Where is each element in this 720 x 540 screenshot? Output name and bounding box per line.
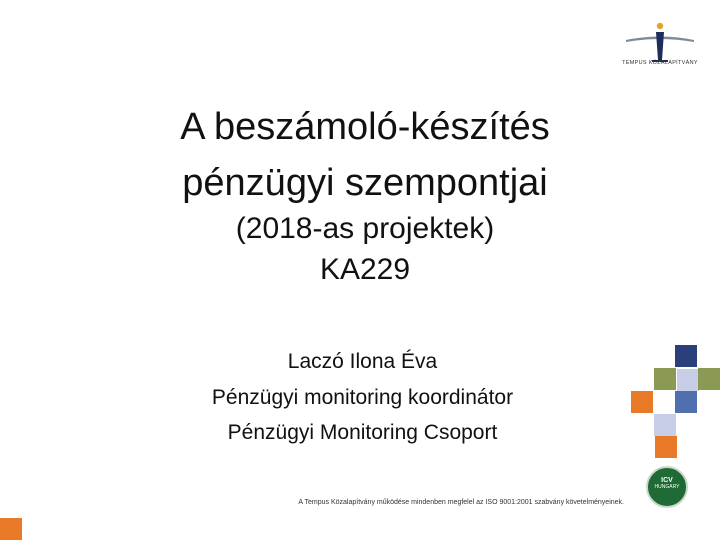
title-line-2: pénzügyi szempontjai (182, 162, 548, 204)
logo-text: TEMPUS KÖZALAPÍTVÁNY (622, 60, 698, 66)
badge-line-2: HUNGARY (654, 484, 680, 490)
author-role: Pénzügyi monitoring koordinátor (211, 386, 514, 409)
square-olive (698, 368, 720, 390)
iso-note: A Tempus Közalapítvány működése mindenben megfelel az ISO 9001:2001 szabvány követelményeinek. (298, 499, 624, 506)
square-navy (675, 345, 697, 367)
title-line-1: A beszámoló-készítés (180, 106, 550, 148)
square-lavender (677, 369, 699, 391)
badge-line-1: ICV (661, 477, 673, 484)
corner-accent (0, 518, 22, 540)
square-orange (631, 391, 653, 413)
subtitle-line-1: (2018-as projektek) (235, 212, 495, 245)
author-team: Pénzügyi Monitoring Csoport (227, 421, 498, 444)
square-olive (654, 368, 676, 390)
subtitle-line-2: KA229 (319, 253, 411, 286)
certification-badge (646, 466, 688, 508)
author-name: Laczó Ilona Éva (287, 350, 438, 373)
square-lavender (654, 414, 676, 436)
square-orange (655, 436, 677, 458)
square-blue (675, 391, 697, 413)
